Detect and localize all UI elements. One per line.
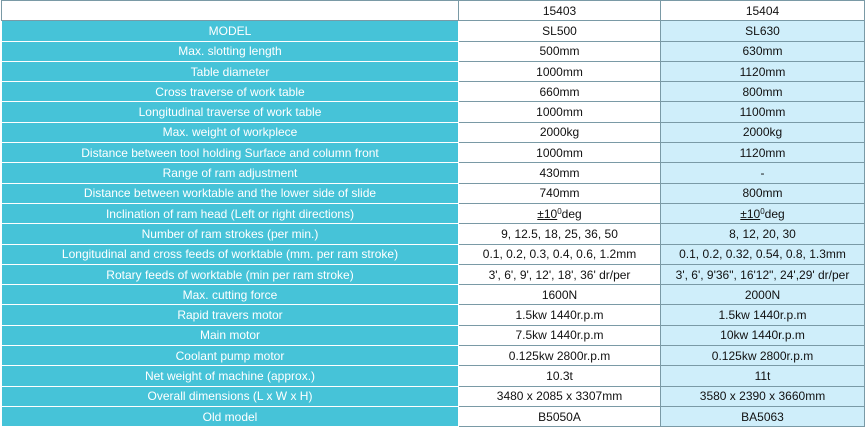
row-value-1: 3480 x 2085 x 3307mm (459, 386, 661, 406)
table-row (2, 224, 865, 244)
row-label: Distance between worktable and the lower side of slide (2, 183, 459, 203)
row-label: Overall dimensions (L x W x H) (2, 386, 459, 406)
row-value-2: 630mm (661, 41, 865, 61)
table-row (2, 305, 865, 325)
row-label: Old model (2, 406, 459, 426)
row-value-2: SL630 (661, 21, 865, 41)
row-value-1: SL500 (459, 21, 661, 41)
row-value-2: 1100mm (661, 102, 865, 122)
degree-sup: 0 (557, 206, 562, 216)
row-label: Range of ram adjustment (2, 163, 459, 183)
header-col1-cell: 15403 (459, 1, 661, 21)
row-value-1: B5050A (459, 406, 661, 426)
row-label: MODEL (2, 21, 459, 41)
table-row (2, 244, 865, 264)
row-label: Number of ram strokes (per min.) (2, 224, 459, 244)
row-value-2: 1.5kw 1440r.p.m (661, 305, 865, 325)
table-header-row (2, 1, 865, 21)
table-row (2, 21, 865, 41)
header-col2-cell: 15404 (661, 1, 865, 21)
row-label: Table diameter (2, 61, 459, 81)
row-value-2: 1120mm (661, 143, 865, 163)
row-value-1: 1000mm (459, 143, 661, 163)
row-value-2: 0.125kw 2800r.p.m (661, 346, 865, 366)
row-value-2: 3', 6', 9'36", 16'12", 24',29' dr/per (661, 264, 865, 284)
row-label: Max. cutting force (2, 285, 459, 305)
spec-table (1, 0, 865, 427)
table-row (2, 163, 865, 183)
row-label: Rapid travers motor (2, 305, 459, 325)
row-value-2: 3580 x 2390 x 3660mm (661, 386, 865, 406)
row-value-2 (661, 203, 865, 223)
row-value-1: 500mm (459, 41, 661, 61)
row-label: Rotary feeds of worktable (min per ram stroke) (2, 264, 459, 284)
table-row (2, 82, 865, 102)
unit-text: deg (764, 206, 785, 221)
row-value-1: 1600N (459, 285, 661, 305)
table-row (2, 61, 865, 81)
row-value-2: 800mm (661, 183, 865, 203)
header-label-cell (2, 1, 459, 21)
table-row (2, 143, 865, 163)
row-value-1: 7.5kw 1440r.p.m (459, 325, 661, 345)
unit-text: deg (561, 206, 582, 221)
row-value-1: 9, 12.5, 18, 25, 36, 50 (459, 224, 661, 244)
pm-value: ±10 (537, 206, 558, 221)
table-row (2, 122, 865, 142)
table-row (2, 183, 865, 203)
table-row (2, 386, 865, 406)
table-row (2, 285, 865, 305)
degree-sup: 0 (760, 206, 765, 216)
table-row (2, 366, 865, 386)
row-label: Net weight of machine (approx.) (2, 366, 459, 386)
row-value-2: BA5063 (661, 406, 865, 426)
row-value-1: 0.1, 0.2, 0.3, 0.4, 0.6, 1.2mm (459, 244, 661, 264)
pm-value: ±10 (740, 206, 761, 221)
row-value-1: 1000mm (459, 61, 661, 81)
row-value-1: 3', 6', 9', 12', 18', 36' dr/per (459, 264, 661, 284)
row-label: Coolant pump motor (2, 346, 459, 366)
row-value-2: - (661, 163, 865, 183)
row-value-2: 10kw 1440r.p.m (661, 325, 865, 345)
row-label: Max. weight of workplece (2, 122, 459, 142)
row-value-2: 800mm (661, 82, 865, 102)
row-label: Distance between tool holding Surface and column front (2, 143, 459, 163)
row-label: Cross traverse of work table (2, 82, 459, 102)
row-value-2: 8, 12, 20, 30 (661, 224, 865, 244)
row-label: Longitudinal traverse of work table (2, 102, 459, 122)
table-row (2, 406, 865, 426)
row-value-2: 2000kg (661, 122, 865, 142)
table-row (2, 346, 865, 366)
row-value-1: 660mm (459, 82, 661, 102)
table-row (2, 264, 865, 284)
row-value-1: 740mm (459, 183, 661, 203)
row-value-2: 2000N (661, 285, 865, 305)
row-value-1 (459, 203, 661, 223)
table-row (2, 102, 865, 122)
row-value-1: 1000mm (459, 102, 661, 122)
row-value-1: 1.5kw 1440r.p.m (459, 305, 661, 325)
row-label: Inclination of ram head (Left or right directions) (2, 203, 459, 223)
row-value-2: 11t (661, 366, 865, 386)
row-value-1: 0.125kw 2800r.p.m (459, 346, 661, 366)
row-value-2: 1120mm (661, 61, 865, 81)
table-row (2, 203, 865, 223)
row-value-1: 2000kg (459, 122, 661, 142)
row-value-2: 0.1, 0.2, 0.32, 0.54, 0.8, 1.3mm (661, 244, 865, 264)
row-label: Longitudinal and cross feeds of worktable (mm. per ram stroke) (2, 244, 459, 264)
row-value-1: 10.3t (459, 366, 661, 386)
table-row (2, 41, 865, 61)
row-value-1: 430mm (459, 163, 661, 183)
row-label: Main motor (2, 325, 459, 345)
row-label: Max. slotting length (2, 41, 459, 61)
table-row (2, 325, 865, 345)
